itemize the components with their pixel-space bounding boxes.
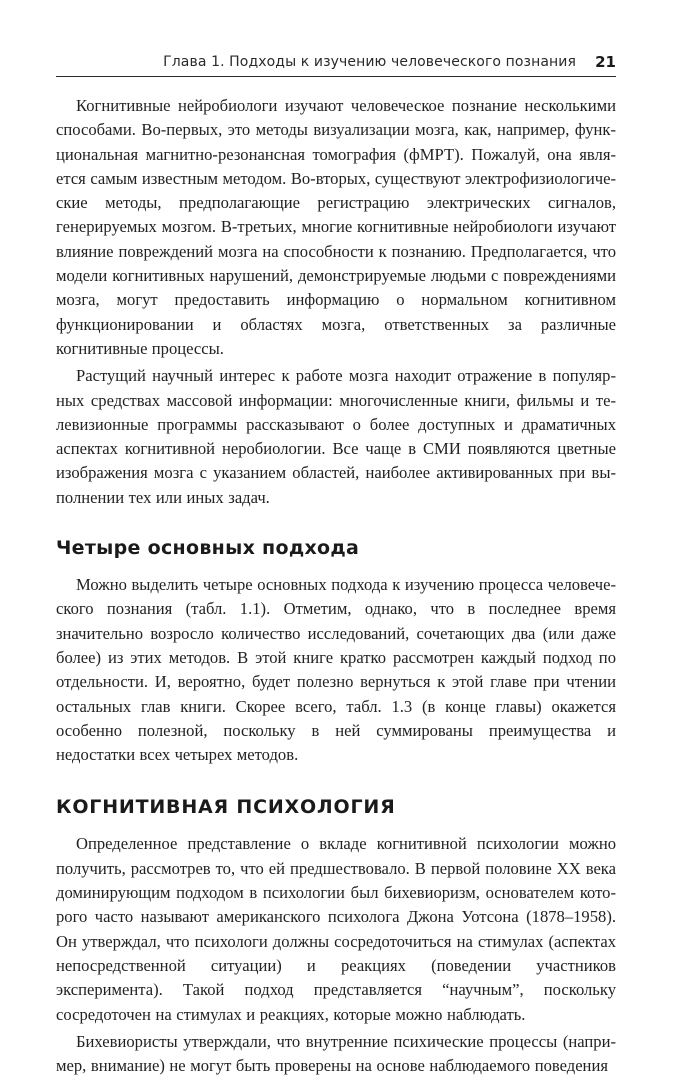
page-body [56, 94, 616, 1081]
body-paragraph: Когнитивные нейробиологи изучают человеческое познание несколькими способами. Во-первых, это методы визуализации мозга, как, например, функциональная магнитно-резонансная томография (фМРТ). Пожалуй, она является самым известным методом. Во-вторых, существуют электрофизиологические методы, предполагающие регистрацию электрических сигналов, генерируемых мозгом. В-третьих, многие когнитивные нейробиологи изучают влияние повреждений мозга на способности к познанию. Предполагается, что модели когнитивных нарушений, демонстрируемые людьми с повреждениями мозга, могут предоставить информацию о нормальном когнитивном функционировании и областях мозга, ответственных за различные когнитивные процессы. [56, 96, 616, 358]
running-title: Глава 1. Подходы к изучению человеческого познания [163, 54, 576, 70]
body-paragraph: Бихевиористы утверждали, что внутренние психические процессы (например, внимание) не могут быть проверены на основе наблюдаемого поведения [56, 1031, 616, 1076]
body-paragraph: Определенное представление о вкладе когнитивной психологии можно получить, рассмотрев то, что ей предшествовало. В первой половине XX века доминирующим подходом в психологии был бихевиоризм, основателем которого часто называют американского психолога Джона Уотсона (1878–1958). Он утверждал, что психологи должны сосредоточиться на стимулах (аспектах непосредственной ситуации) и реакциях (поведении участников эксперимента). Такой подход представляется “научным”, поскольку сосредоточен на стимулах и реакциях, которые можно наблюдать. [56, 834, 616, 1024]
page-number: 21 [595, 53, 616, 71]
section-heading-cognitive-psychology: КОГНИТИВНАЯ ПСИХОЛОГИЯ [56, 796, 396, 819]
running-header [56, 50, 616, 77]
section-heading-four-approaches: Четыре основных подхода [56, 537, 360, 560]
body-paragraph: Растущий научный интерес к работе мозга находит отражение в популярных средствах массовой информации: многочисленные книги, фильмы и телевизионные программы рассказывают о более доступных и драматичных аспектах когнитивной неробиологии. Все чаще в СМИ появляются цветные изображения мозга с указанием областей, наиболее активированных при выполнении тех или иных задач. [56, 366, 616, 507]
body-paragraph: Можно выделить четыре основных подхода к изучению процесса человеческого познания (табл. 1.1). Отметим, однако, что в последнее время значительно возросло количество исследований, сочетающих два (или даже более) из этих методов. В этой книге кратко рассмотрен каждый подход по отдельности. И, вероятно, будет полезно вернуться к этой главе при чтении остальных глав книги. Скорее всего, табл. 1.3 (в конце главы) окажется особенно полезной, поскольку в ней суммированы преимущества и недостатки всех четырех методов. [56, 575, 616, 765]
